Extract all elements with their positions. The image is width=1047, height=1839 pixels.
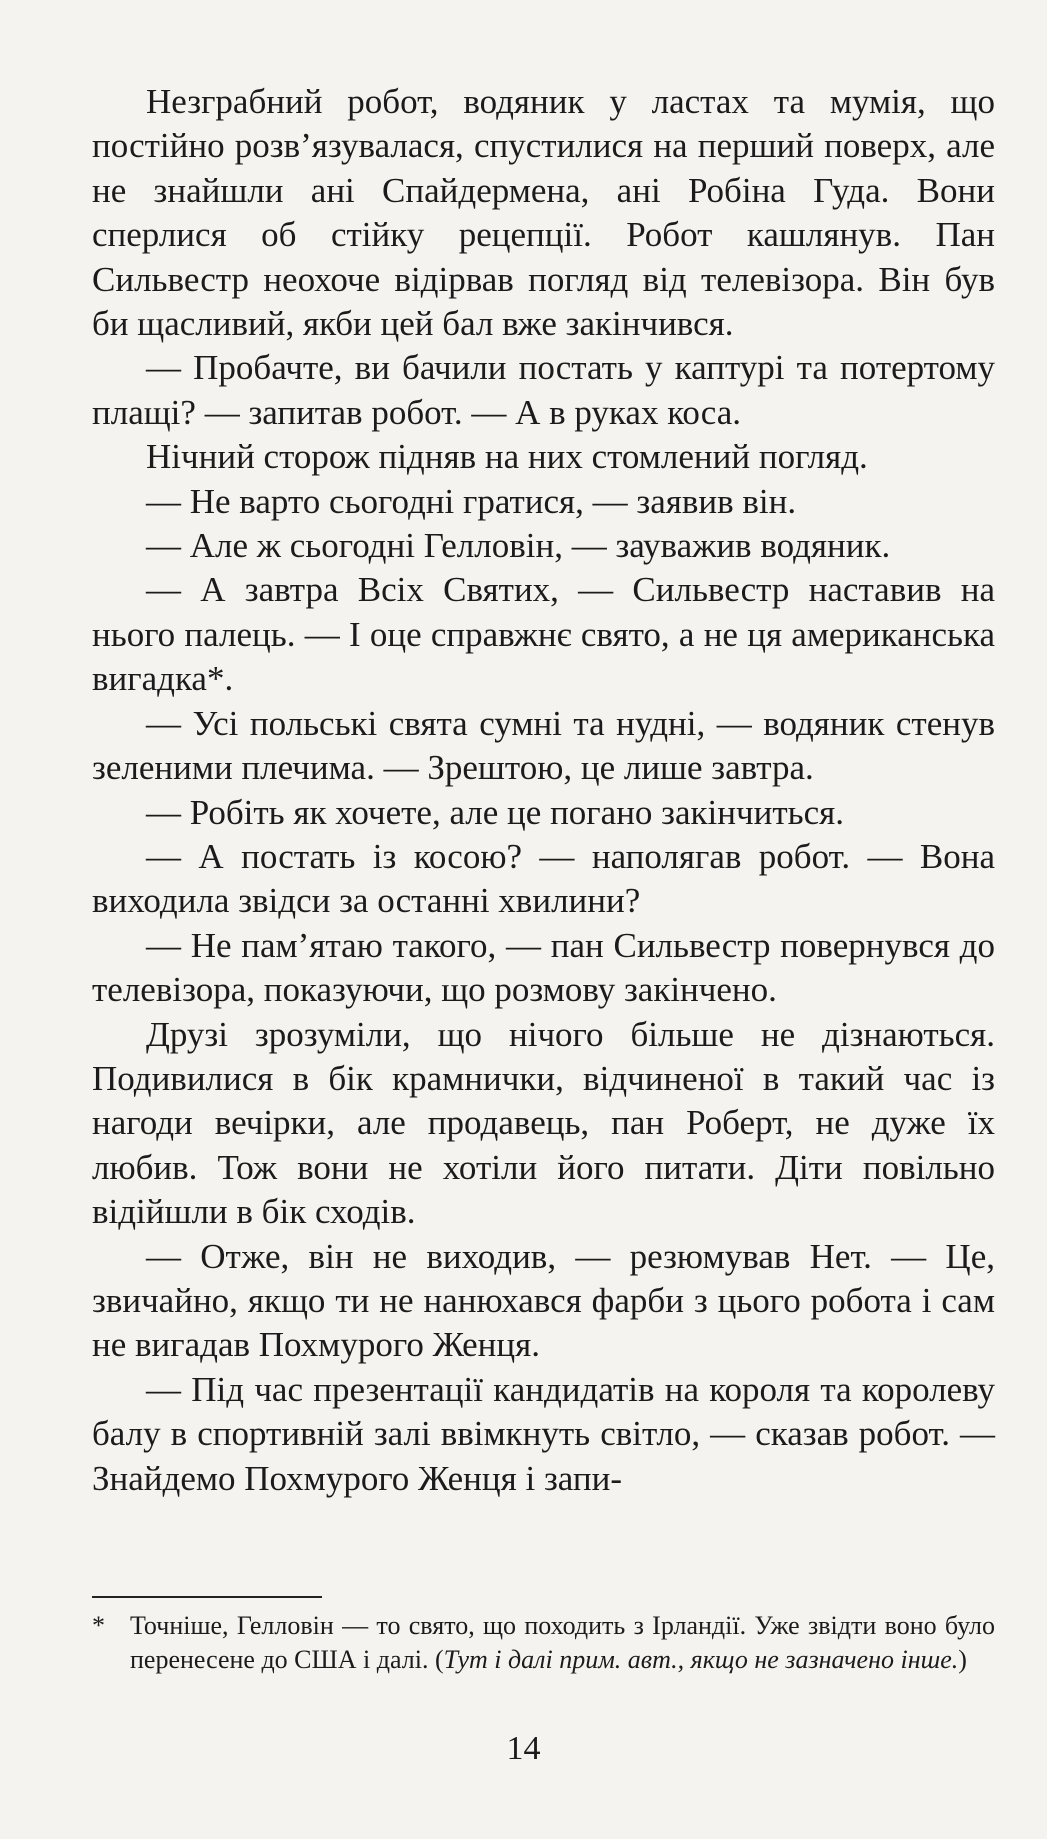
paragraph-13: — Під час презентації кандидатів на короля та королеву балу в спортивній залі ввімкнуть світло, — сказав робот. — Знайдемо Похмурого Женця і запи- <box>92 1369 995 1498</box>
footnote-body <box>130 1609 995 1677</box>
page-number: 14 <box>506 1730 541 1767</box>
footnote-marker: * <box>92 1611 105 1640</box>
paragraph-10: — Не пам’ятаю такого, — пан Сильвестр повернувся до телевізора, показуючи, що розмову закінчено. <box>92 925 995 1010</box>
footnote-italic-note: Тут і далі прим. авт., якщо не зазначено інше. <box>443 1645 959 1674</box>
paragraph-11: Друзі зрозуміли, що нічого більше не дізнаються. Подивилися в бік крамнички, відчиненої в такий час із нагоди вечірки, але продавець, пан Роберт, не дуже їх любив. Тож вони не хотіли його питати. Діти повільно відійшли в бік сходів. <box>92 1014 995 1232</box>
footnote <box>92 1609 995 1677</box>
paragraph-7: — Усі польські свята сумні та нудні, — водяник стенув зеленими плечима. — Зрештою, це лише завтра. <box>92 703 995 788</box>
paragraph-1: Незграбний робот, водяник у ластах та мумія, що постійно розв’язувалася, спустилися на перший поверх, але не знайшли ані Спайдермена, ані Робіна Гуда. Вони сперлися об стійку рецепції. Робот кашлянув. Пан Сильвестр неохоче відірвав погляд від телевізора. Він був би щасливий, якби цей бал вже закінчився. <box>92 82 995 344</box>
paragraph-2: — Пробачте, ви бачили постать у каптурі та потертому плащі? — запитав робот. — А в руках коса. <box>92 348 995 432</box>
main-text <box>92 80 995 1501</box>
footnote-text: Точніше, Гелловін — то свято, що походить з Ірландії. Уже звідти воно було перенесене до США і далі. ( <box>130 1611 995 1674</box>
paragraph-8: — Робіть як хочете, але це погано закінчиться. <box>146 792 844 832</box>
paragraph-9: — А постать із косою? — наполягав робот. — Вона виходила звідси за останні хвилини? <box>92 836 995 921</box>
paragraph-5: — Але ж сьогодні Гелловін, — зауважив водяник. <box>146 526 891 566</box>
footnote-close: ) <box>958 1645 967 1674</box>
paragraph-6: — А завтра Всіх Святих, — Сильвестр наставив на нього палець. — І оце справжнє свято, а не ця американська вигадка*. <box>92 570 995 699</box>
paragraph-4: — Не варто сьогодні гратися, — заявив він. <box>146 481 797 521</box>
footnote-divider <box>92 1596 322 1598</box>
paragraph-12: — Отже, він не виходив, — резюмував Нет. — Це, звичайно, якщо ти не нанюхався фарби з цього робота і сам не вигадав Похмурого Женця. <box>92 1236 995 1365</box>
paragraph-3: Нічний сторож підняв на них стомлений погляд. <box>146 437 868 477</box>
